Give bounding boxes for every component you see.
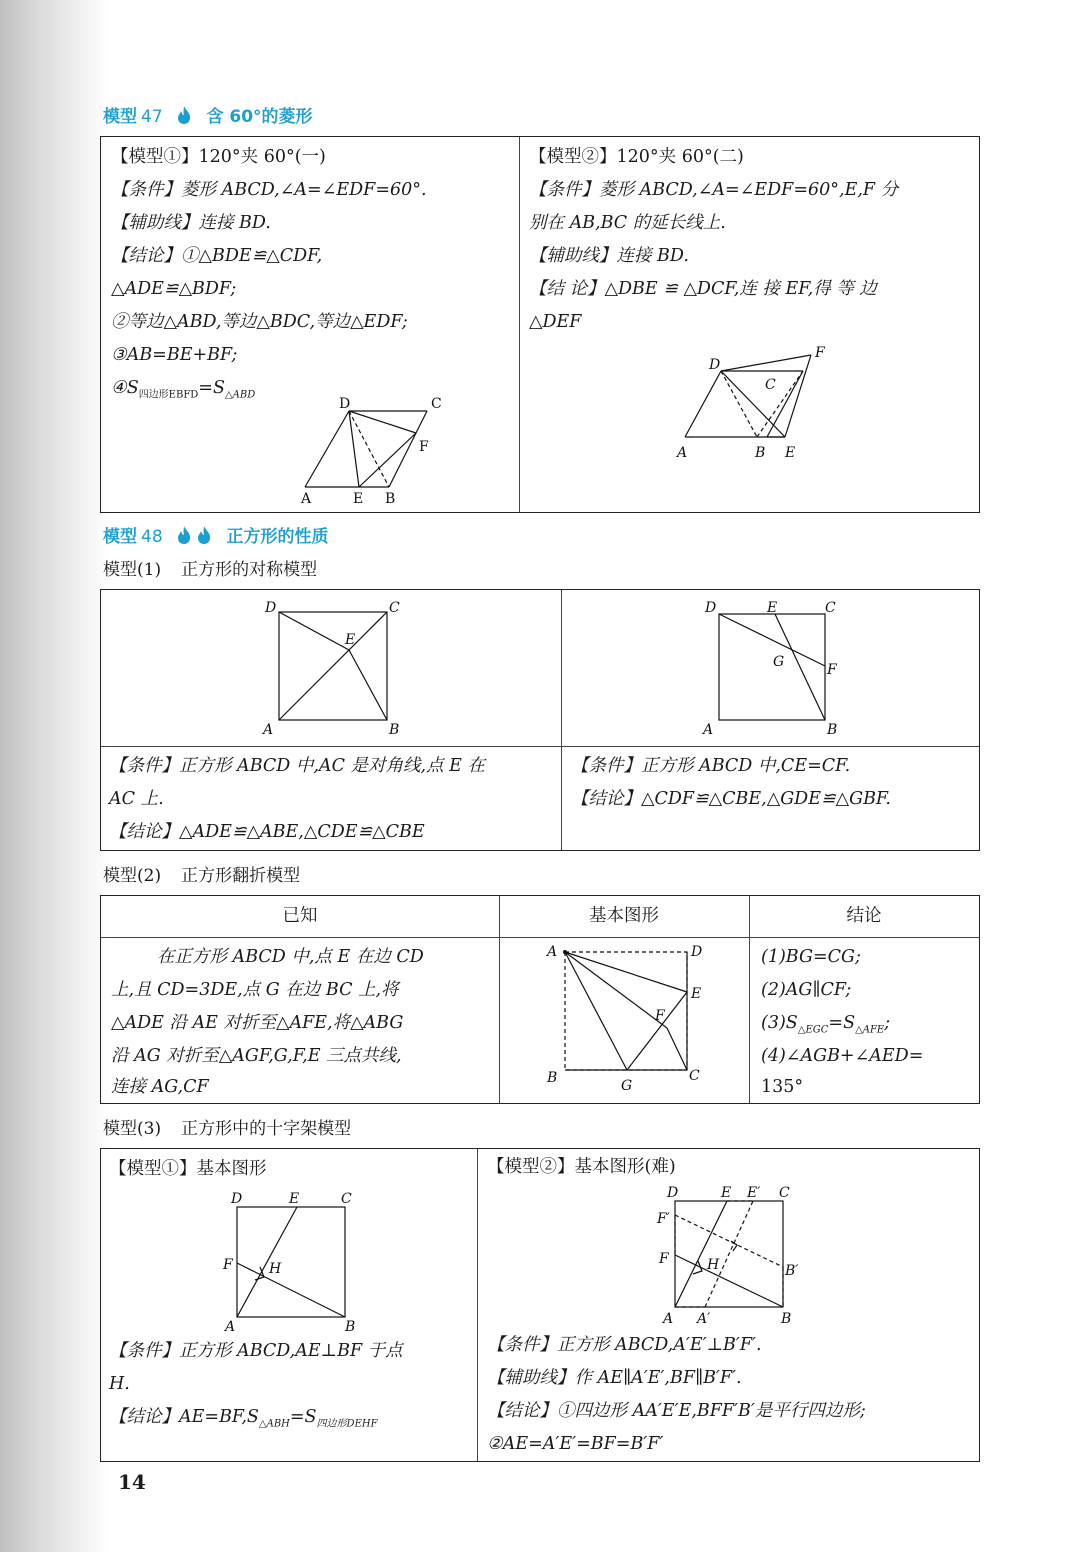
label-G: G bbox=[773, 654, 785, 670]
s2-conclusion-1: (1)BG=CG; bbox=[761, 947, 861, 967]
col-header-figure: 基本图形 bbox=[589, 906, 659, 926]
label-B: B bbox=[345, 1319, 356, 1335]
label-C: C bbox=[779, 1185, 790, 1201]
s1-left-line3: 【结论】△ADE≌△ABE,△CDE≌△CBE bbox=[109, 822, 425, 842]
label-E-prime: E′ bbox=[747, 1185, 761, 1201]
label-F: F bbox=[223, 1257, 233, 1273]
s2-known-line5: 连接 AG,CF bbox=[111, 1077, 209, 1097]
label-B: B bbox=[827, 722, 838, 738]
s2-conclusion-4: (4)∠AGB+∠AED= bbox=[761, 1046, 924, 1066]
s3-right-line2: 【辅助线】作 AE∥A′E′,BF∥B′F′. bbox=[487, 1368, 742, 1388]
submodel-1-heading: 模型(1) 正方形的对称模型 bbox=[103, 560, 318, 580]
label-A: A bbox=[263, 722, 274, 738]
label-E: E bbox=[345, 632, 356, 648]
model-label: 模型 bbox=[103, 527, 137, 547]
m47-left-line7: ③AB=BE+BF; bbox=[111, 345, 238, 365]
label-D: D bbox=[667, 1185, 679, 1201]
model-47-heading bbox=[103, 102, 313, 127]
s2-conclusion-3: $(3)S_{\triangle EGC}=S_{\triangle AFE}$; bbox=[761, 1013, 891, 1036]
m47-right-line5: 【结 论】△DBE ≌ △DCF,连 接 EF,得 等 边 bbox=[529, 279, 877, 299]
s3-right-line3: 【结论】①四边形 AA′E′E,BFF′B′是平行四边形; bbox=[487, 1401, 866, 1421]
s3-left-line2: H. bbox=[109, 1374, 130, 1394]
s2-conclusion-2: (2)AG∥CF; bbox=[761, 980, 852, 1000]
model-label: 模型 bbox=[103, 107, 137, 127]
s3-right-line1: 【条件】正方形 ABCD,A′E′⊥B′F′. bbox=[487, 1335, 762, 1355]
label-D: D bbox=[265, 600, 277, 616]
label-B: B bbox=[385, 491, 396, 505]
label-D: D bbox=[705, 600, 717, 616]
label-A: A bbox=[225, 1319, 236, 1335]
label-A: A bbox=[703, 722, 714, 738]
label-F: F bbox=[815, 345, 825, 361]
model-title: 含 60°的菱形 bbox=[206, 107, 313, 127]
s1-figure-2 bbox=[699, 594, 859, 740]
s2-known-line1: 在正方形 ABCD 中,点 E 在边 CD bbox=[157, 947, 424, 967]
label-C: C bbox=[765, 377, 776, 393]
label-F: F bbox=[659, 1251, 669, 1267]
m47-right-line1: 【模型②】120°夹 60°(二) bbox=[529, 147, 744, 167]
submodel-3-heading: 模型(3) 正方形中的十字架模型 bbox=[103, 1119, 352, 1139]
s2-conclusion-5: 135° bbox=[761, 1077, 804, 1097]
label-B: B bbox=[781, 1311, 792, 1327]
label-F: F bbox=[655, 1008, 665, 1024]
page-number: 14 bbox=[118, 1470, 146, 1494]
model-number: 48 bbox=[141, 527, 163, 547]
s3-left-figure bbox=[219, 1187, 369, 1337]
label-A: A bbox=[677, 445, 688, 461]
m47-right-figure bbox=[675, 339, 845, 463]
submodel-1-table bbox=[100, 589, 980, 851]
label-D: D bbox=[709, 357, 721, 373]
model-number: 47 bbox=[141, 107, 163, 127]
label-A: A bbox=[547, 944, 558, 960]
s2-known-line3: △ADE 沿 AE 对折至△AFE,将△ABG bbox=[111, 1013, 404, 1033]
s3-left-line1: 【条件】正方形 ABCD,AE⊥BF 于点 bbox=[109, 1341, 403, 1361]
label-C: C bbox=[341, 1191, 352, 1207]
label-A: A bbox=[663, 1311, 674, 1327]
label-C: C bbox=[431, 396, 442, 412]
s3-right-head: 【模型②】基本图形(难) bbox=[487, 1157, 676, 1177]
s1-right-line1: 【条件】正方形 ABCD 中,CE=CF. bbox=[571, 756, 851, 776]
submodel-2-table bbox=[100, 895, 980, 1104]
label-H: H bbox=[269, 1261, 282, 1277]
s2-known-line2: 上,且 CD=3DE,点 G 在边 BC 上,将 bbox=[111, 980, 399, 1000]
label-B: B bbox=[389, 722, 400, 738]
label-D: D bbox=[691, 944, 703, 960]
s3-left-line3: 【结论】$AE=BF,S_{\triangle ABH}=S_{四边形DEHF}$ bbox=[109, 1407, 378, 1430]
label-F-prime: F′ bbox=[657, 1211, 670, 1227]
s3-right-figure bbox=[645, 1181, 815, 1331]
flame-icon bbox=[175, 525, 193, 545]
m47-left-line6: ②等边△ABD,等边△BDC,等边△EDF; bbox=[111, 312, 408, 332]
m47-right-line2: 【条件】菱形 ABCD,∠A=∠EDF=60°,E,F 分 bbox=[529, 180, 899, 200]
label-A-prime: A′ bbox=[697, 1311, 711, 1327]
label-C: C bbox=[389, 600, 400, 616]
label-E: E bbox=[691, 986, 702, 1002]
s3-left-head: 【模型①】基本图形 bbox=[109, 1159, 267, 1179]
submodel-2-heading: 模型(2) 正方形翻折模型 bbox=[103, 866, 301, 886]
label-B: B bbox=[547, 1070, 558, 1086]
m47-left-line5: △ADE≌△BDF; bbox=[111, 279, 237, 299]
label-F: F bbox=[827, 662, 837, 678]
s1-left-line1: 【条件】正方形 ABCD 中,AC 是对角线,点 E 在 bbox=[109, 756, 485, 776]
label-E: E bbox=[785, 445, 796, 461]
s2-known-line4: 沿 AG 对折至△AGF,G,F,E 三点共线, bbox=[111, 1046, 402, 1066]
m47-left-line8: $④S_{四边形EBFD}=S_{\triangle ABD}$ bbox=[111, 378, 256, 401]
label-E: E bbox=[721, 1185, 732, 1201]
flame-icon bbox=[175, 105, 193, 125]
m47-right-line6: △DEF bbox=[529, 312, 582, 332]
m47-left-line4: 【结论】①△BDE≌△CDF, bbox=[111, 246, 323, 266]
label-G: G bbox=[621, 1078, 633, 1094]
label-B-prime: B′ bbox=[785, 1263, 799, 1279]
flame-icon bbox=[195, 525, 213, 545]
m47-left-line3: 【辅助线】连接 BD. bbox=[111, 213, 271, 233]
label-H: H bbox=[707, 1257, 720, 1273]
s1-right-line2: 【结论】△CDF≌△CBE,△GDE≌△GBF. bbox=[571, 789, 891, 809]
label-A: A bbox=[301, 491, 312, 505]
label-B: B bbox=[755, 445, 766, 461]
model-48-heading bbox=[103, 522, 328, 547]
s3-right-line4: ②AE=A′E′=BF=B′F′ bbox=[487, 1434, 664, 1454]
label-E: E bbox=[767, 600, 778, 616]
model-47-table bbox=[100, 136, 980, 513]
m47-right-line3: 别在 AB,BC 的延长线上. bbox=[529, 213, 726, 233]
label-E: E bbox=[353, 491, 364, 505]
label-C: C bbox=[689, 1068, 700, 1084]
label-C: C bbox=[825, 600, 836, 616]
s1-left-line2: AC 上. bbox=[109, 789, 164, 809]
label-F: F bbox=[419, 439, 429, 455]
m47-left-figure bbox=[297, 395, 457, 505]
label-D: D bbox=[231, 1191, 243, 1207]
submodel-3-table bbox=[100, 1148, 980, 1462]
m47-left-line1: 【模型①】120°夹 60°(一) bbox=[111, 147, 326, 167]
label-D: D bbox=[339, 396, 351, 412]
m47-left-line2: 【条件】菱形 ABCD,∠A=∠EDF=60°. bbox=[111, 180, 427, 200]
model-title: 正方形的性质 bbox=[226, 527, 329, 547]
s1-figure-1 bbox=[257, 594, 417, 740]
m47-right-line4: 【辅助线】连接 BD. bbox=[529, 246, 689, 266]
s2-figure bbox=[541, 940, 721, 1100]
col-header-conclusion: 结论 bbox=[846, 906, 882, 926]
label-E: E bbox=[289, 1191, 300, 1207]
col-header-known: 已知 bbox=[282, 906, 318, 926]
